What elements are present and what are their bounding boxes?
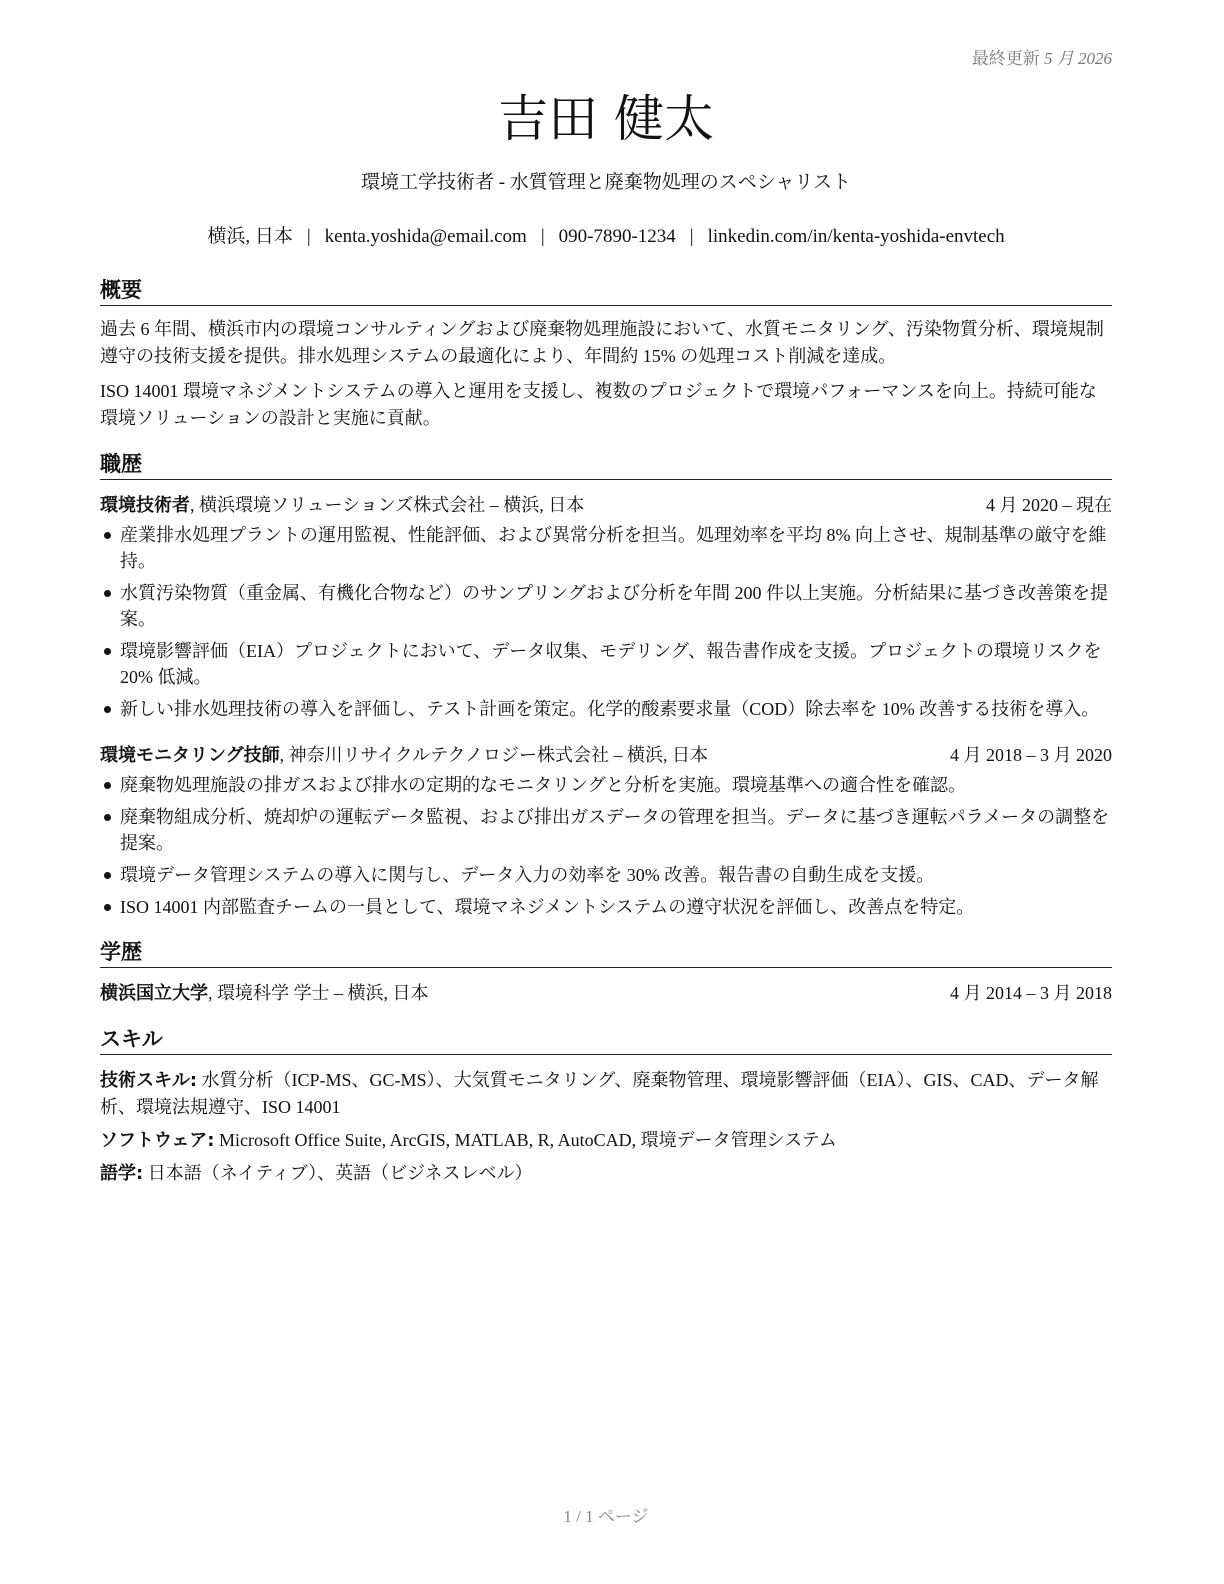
skills-heading: スキル xyxy=(100,1025,1112,1055)
resume-subtitle: 環境工学技術者 - 水質管理と廃棄物処理のスペシャリスト xyxy=(360,172,852,193)
job-company: , 横浜環境ソリューションズ株式会社 – 横浜, 日本 xyxy=(190,495,585,515)
contact-separator: | xyxy=(689,226,694,247)
education-dates: 4 月 2014 – 3 月 2018 xyxy=(950,983,1112,1003)
contact-phone[interactable]: 090-7890-1234 xyxy=(558,226,676,247)
job-dates: 4 月 2018 – 3 月 2020 xyxy=(950,745,1112,765)
resume-content xyxy=(100,276,1112,1187)
education-degree: , 環境科学 学士 – 横浜, 日本 xyxy=(208,983,429,1003)
education-school: 横浜国立大学 xyxy=(100,983,208,1004)
skill-label: ソフトウェア: xyxy=(100,1130,215,1151)
job-bullet: 新しい排水処理技術の導入を評価し、テスト計画を策定。化学的酸素要求量（COD）除去率を 10% 改善する技術を導入。 xyxy=(100,696,1112,722)
job-company: , 神奈川リサイクルテクノロジー株式会社 – 横浜, 日本 xyxy=(279,745,709,765)
contact-linkedin[interactable]: linkedin.com/in/kenta-yoshida-envtech xyxy=(707,226,1005,247)
job-title: 環境技術者 xyxy=(100,495,190,516)
summary-section xyxy=(100,276,1112,432)
last-updated-label: 最終更新 xyxy=(971,49,1040,68)
job-bullet: ISO 14001 内部監査チームの一員として、環境マネジメントシステムの遵守状況を評価し、改善点を特定。 xyxy=(100,894,1112,920)
skill-value: 水質分析（ICP-MS、GC-MS）、大気質モニタリング、廃棄物管理、環境影響評価（EIA）、GIS、CAD、データ解析、環境法規遵守、ISO 14001 xyxy=(100,1070,1099,1117)
job-header xyxy=(100,742,1112,769)
job-bullet: 廃棄物組成分析、焼却炉の運転データ監視、および排出ガスデータの管理を担当。データに基づき運転パラメータの調整を提案。 xyxy=(100,804,1112,856)
contact-email[interactable]: kenta.yoshida@email.com xyxy=(324,226,527,247)
contact-separator: | xyxy=(540,226,545,247)
job-header xyxy=(100,492,1112,519)
education-section xyxy=(100,938,1112,1007)
job-bullet: 水質汚染物質（重金属、有機化合物など）のサンプリングおよび分析を年間 200 件以上実施。分析結果に基づき改善策を提案。 xyxy=(100,580,1112,632)
skill-line-technical xyxy=(100,1067,1112,1121)
summary-heading: 概要 xyxy=(100,276,1112,306)
skill-label: 語学: xyxy=(100,1163,144,1184)
last-updated xyxy=(972,44,1112,69)
job-title: 環境モニタリング技師 xyxy=(100,745,280,766)
job-bullet: 廃棄物処理施設の排ガスおよび排水の定期的なモニタリングと分析を実施。環境基準への適合性を確認。 xyxy=(100,772,1112,798)
education-entry xyxy=(100,980,1112,1007)
job-entry xyxy=(100,492,1112,722)
job-entry xyxy=(100,742,1112,920)
job-bullets xyxy=(100,772,1112,920)
contact-line xyxy=(100,224,1112,250)
skill-label: 技術スキル: xyxy=(100,1070,198,1091)
experience-heading: 職歴 xyxy=(100,450,1112,480)
skills-section xyxy=(100,1025,1112,1187)
resume-page xyxy=(100,0,1112,1584)
page-number: 1 / 1 ページ xyxy=(563,1507,649,1526)
summary-paragraph: ISO 14001 環境マネジメントシステムの導入と運用を支援し、複数のプロジェクトで環境パフォーマンスを向上。持続可能な環境ソリューションの設計と実施に貢献。 xyxy=(100,381,1097,428)
skill-line-languages xyxy=(100,1160,1112,1187)
summary-paragraph: 過去 6 年間、横浜市内の環境コンサルティングおよび廃棄物処理施設において、水質モニタリング、汚染物質分析、環境規制遵守の技術支援を提供。排水処理システムの最適化により、年間約 15% の処理コスト削減を達成。 xyxy=(100,319,1104,366)
skill-value: 日本語（ネイティブ）、英語（ビジネスレベル） xyxy=(143,1163,533,1183)
job-bullet: 環境影響評価（EIA）プロジェクトにおいて、データ収集、モデリング、報告書作成を支援。プロジェクトの環境リスクを 20% 低減。 xyxy=(100,638,1112,690)
skill-line-software xyxy=(100,1127,1112,1154)
experience-section xyxy=(100,450,1112,920)
education-heading: 学歴 xyxy=(100,938,1112,968)
resume-name: 吉田 健太 xyxy=(498,90,714,148)
contact-separator: | xyxy=(306,226,311,247)
skill-value: Microsoft Office Suite, ArcGIS, MATLAB, R, AutoCAD, 環境データ管理システム xyxy=(214,1130,837,1150)
last-updated-date: 5 月 2026 xyxy=(1044,49,1112,68)
contact-location: 横浜, 日本 xyxy=(207,226,293,247)
job-bullets xyxy=(100,522,1112,722)
job-bullet: 環境データ管理システムの導入に関与し、データ入力の効率を 30% 改善。報告書の自動生成を支援。 xyxy=(100,862,1112,888)
job-dates: 4 月 2020 – 現在 xyxy=(986,495,1112,515)
skills-list xyxy=(100,1067,1112,1187)
job-bullet: 産業排水処理プラントの運用監視、性能評価、および異常分析を担当。処理効率を平均 8% 向上させ、規制基準の厳守を維持。 xyxy=(100,522,1112,574)
